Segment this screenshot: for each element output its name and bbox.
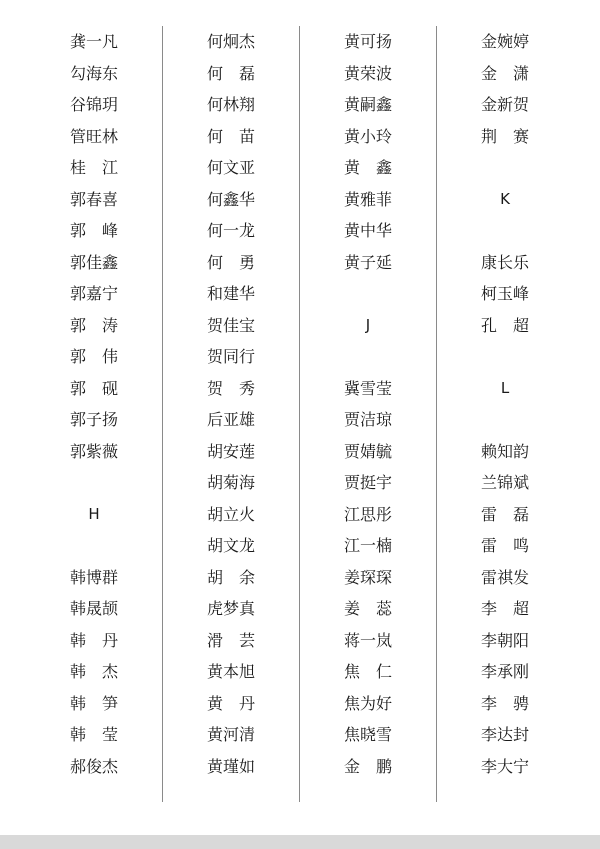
name-entry: 郭春喜 bbox=[69, 189, 118, 209]
name-entry: 黄本旭 bbox=[206, 662, 255, 681]
name-entry: 郭 砚 bbox=[69, 378, 118, 398]
name-entry: 贺同行 bbox=[206, 347, 255, 366]
name-entry: 黄小玲 bbox=[343, 126, 392, 146]
name-entry: 黄荣波 bbox=[343, 63, 392, 83]
name-entry: 和建华 bbox=[206, 284, 255, 303]
name-entry: 李朝阳 bbox=[480, 630, 529, 650]
name-entry: 黄子延 bbox=[343, 252, 392, 272]
name-entry: 江思彤 bbox=[343, 504, 392, 524]
name-entry: 冀雪莹 bbox=[343, 378, 392, 398]
name-entry: 焦晓雪 bbox=[343, 725, 392, 744]
name-entry: 姜琛琛 bbox=[343, 567, 392, 587]
section-letter-heading: K bbox=[500, 189, 510, 208]
section-letter-heading: J bbox=[365, 315, 371, 334]
name-entry: 桂 江 bbox=[69, 158, 118, 177]
name-entry: 焦 仁 bbox=[343, 662, 392, 681]
name-entry: 勾海东 bbox=[69, 63, 118, 83]
name-column-2 bbox=[171, 26, 291, 782]
name-entry: 后亚雄 bbox=[206, 410, 255, 429]
name-entry: 何文亚 bbox=[206, 158, 255, 177]
name-entry: 黄雅菲 bbox=[343, 189, 392, 209]
name-entry: 黄瑾如 bbox=[206, 756, 255, 776]
name-entry: 柯玉峰 bbox=[480, 284, 529, 303]
name-entry: 何林翔 bbox=[206, 95, 255, 114]
name-entry: 韩 杰 bbox=[69, 662, 118, 681]
name-entry: 焦为好 bbox=[343, 693, 392, 713]
name-entry: 郭 涛 bbox=[69, 315, 118, 335]
name-entry: 何 苗 bbox=[206, 126, 255, 146]
name-entry: 黄 丹 bbox=[206, 693, 255, 713]
name-entry: 胡安莲 bbox=[206, 441, 255, 461]
name-entry: 郭紫薇 bbox=[69, 441, 118, 461]
section-letter-heading: L bbox=[500, 378, 510, 397]
name-entry: 李承刚 bbox=[480, 662, 529, 681]
name-entry: 雷祺发 bbox=[480, 567, 529, 587]
name-entry: 滑 芸 bbox=[206, 630, 255, 650]
name-entry: 黄中华 bbox=[343, 221, 392, 240]
page-bottom-bar bbox=[0, 835, 600, 849]
name-entry: 韩晟颉 bbox=[69, 599, 118, 618]
name-entry: 黄可扬 bbox=[343, 32, 392, 51]
name-entry: 蒋一岚 bbox=[343, 630, 392, 650]
name-entry: 郭嘉宁 bbox=[69, 284, 118, 303]
name-entry: 孔 超 bbox=[480, 315, 529, 335]
name-entry: 黄 鑫 bbox=[343, 158, 392, 177]
name-entry: 贾婧毓 bbox=[343, 441, 392, 461]
column-divider-2 bbox=[299, 26, 300, 802]
name-entry: 雷 磊 bbox=[480, 504, 529, 524]
name-entry: 何 勇 bbox=[206, 252, 255, 272]
name-entry: 韩 笋 bbox=[69, 693, 118, 713]
name-column-3 bbox=[308, 26, 428, 782]
name-entry: 金婉婷 bbox=[480, 32, 529, 51]
name-column-4 bbox=[445, 26, 565, 782]
name-entry: 黄嗣鑫 bbox=[343, 95, 392, 114]
name-entry: 赖知韵 bbox=[480, 441, 529, 461]
name-entry: 谷锦玥 bbox=[69, 95, 118, 114]
name-entry: 金 潇 bbox=[480, 63, 529, 83]
name-entry: 金新贺 bbox=[480, 95, 529, 114]
name-entry: 贾洁琼 bbox=[343, 410, 392, 429]
name-entry: 胡立火 bbox=[206, 504, 255, 524]
name-entry: 李大宁 bbox=[480, 756, 529, 776]
name-entry: 贾挺宇 bbox=[343, 473, 392, 492]
section-letter-heading: H bbox=[88, 504, 100, 523]
name-entry: 姜 蕊 bbox=[343, 599, 392, 618]
name-entry: 韩 丹 bbox=[69, 630, 118, 650]
name-entry: 韩博群 bbox=[69, 567, 118, 587]
name-entry: 何炯杰 bbox=[206, 32, 255, 51]
name-entry: 虎梦真 bbox=[206, 599, 255, 618]
name-entry: 金 鹏 bbox=[343, 756, 392, 776]
name-column-1 bbox=[34, 26, 154, 782]
name-entry: 郭佳鑫 bbox=[69, 252, 118, 272]
column-divider-1 bbox=[162, 26, 163, 802]
name-entry: 何 磊 bbox=[206, 63, 255, 83]
name-entry: 兰锦斌 bbox=[480, 473, 529, 492]
name-entry: 李达封 bbox=[480, 725, 529, 744]
name-entry: 李 超 bbox=[480, 599, 529, 618]
name-entry: 何一龙 bbox=[206, 221, 255, 240]
name-entry: 黄河清 bbox=[206, 725, 255, 744]
name-entry: 郭 峰 bbox=[69, 221, 118, 240]
name-entry: 龚一凡 bbox=[69, 32, 118, 51]
name-entry: 韩 莹 bbox=[69, 725, 118, 744]
name-entry: 雷 鸣 bbox=[480, 536, 529, 555]
name-entry: 荆 赛 bbox=[480, 126, 529, 146]
name-entry: 管旺林 bbox=[69, 126, 118, 146]
name-entry: 胡 余 bbox=[206, 567, 255, 587]
name-entry: 贺佳宝 bbox=[206, 315, 255, 335]
name-entry: 郝俊杰 bbox=[69, 756, 118, 776]
name-entry: 郭子扬 bbox=[69, 410, 118, 429]
name-entry: 贺 秀 bbox=[206, 378, 255, 398]
name-entry: 江一楠 bbox=[343, 536, 392, 555]
name-entry: 胡菊海 bbox=[206, 473, 255, 492]
name-entry: 李 骋 bbox=[480, 693, 529, 713]
name-entry: 胡文龙 bbox=[206, 536, 255, 555]
column-divider-3 bbox=[436, 26, 437, 802]
name-entry: 郭 伟 bbox=[69, 347, 118, 366]
name-entry: 康长乐 bbox=[480, 252, 529, 272]
name-entry: 何鑫华 bbox=[206, 189, 255, 209]
